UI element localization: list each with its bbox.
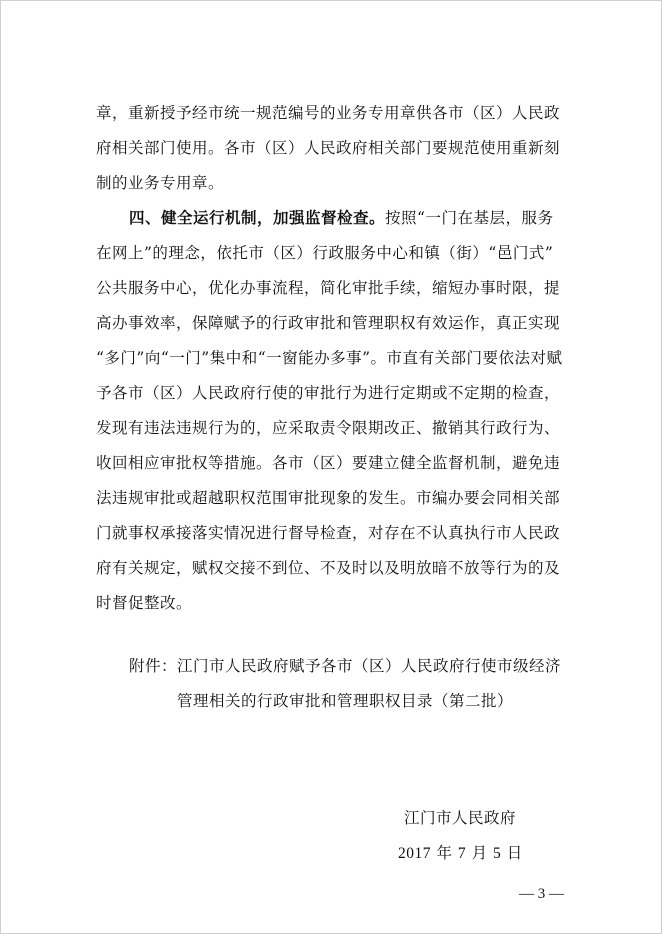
- section-four-heading: 四、健全运行机制，加强监督检查。: [129, 209, 386, 227]
- paragraph-line: “多门”向“一门”集中和“一窗能办多事”。市直有关部门要依法对赋: [96, 349, 563, 367]
- paragraph-line: 府有关规定，赋权交接不到位、不及时以及明放暗不放等行为的及: [96, 559, 561, 577]
- attachment-line-2: 管理相关的行政审批和管理职权目录（第二批）: [177, 692, 514, 710]
- section-four-first-line-text: 按照“一门在基层，服务: [385, 209, 554, 227]
- date-year: 2017: [398, 845, 431, 862]
- paragraph-line: 高办事效率，保障赋予的行政审批和管理职权有效运作，真正实现: [96, 314, 561, 332]
- paragraph-line: 府相关部门使用。各市（区）人民政府相关部门要规范使用重新刻: [96, 139, 561, 157]
- date-day: 5: [493, 845, 502, 862]
- paragraph-line: 章，重新授予经市统一规范编号的业务专用章供各市（区）人民政: [96, 104, 561, 122]
- paragraph-line: 时督促整改。: [96, 594, 193, 612]
- paragraph-line: 收回相应审批权等措施。各市（区）要建立健全监督机制，避免违: [96, 454, 561, 472]
- section-four-first-line: [129, 208, 553, 228]
- paragraph-line: 门就事权承接落实情况进行督导检查，对存在不认真执行市人民政: [96, 524, 561, 542]
- issuer-name: 江门市人民政府: [404, 809, 517, 827]
- paragraph-line: 发现有违法违规行为的，应采取责令限期改正、撤销其行政行为、: [96, 419, 561, 437]
- paragraph-line: 在网上”的理念，依托市（区）行政服务中心和镇（街）“邑门式”: [96, 244, 554, 262]
- issue-date: [398, 843, 523, 864]
- date-month-char: 月: [471, 844, 488, 862]
- paragraph-line: 法违规审批或超越职权范围审批现象的发生。市编办要会同相关部: [96, 489, 561, 507]
- date-day-char: 日: [506, 844, 523, 862]
- page-number: — 3 —: [519, 886, 564, 902]
- paragraph-line: 制的业务专用章。: [96, 174, 225, 192]
- attachment-line-1: 附件：江门市人民政府赋予各市（区）人民政府行使市级经济: [129, 657, 562, 675]
- paragraph-line: 公共服务中心，优化办事流程，简化审批手续，缩短办事时限，提: [96, 279, 561, 297]
- date-year-char: 年: [436, 844, 453, 862]
- paragraph-line: 予各市（区）人民政府行使的审批行为进行定期或不定期的检查，: [96, 384, 561, 402]
- date-month: 7: [457, 845, 467, 862]
